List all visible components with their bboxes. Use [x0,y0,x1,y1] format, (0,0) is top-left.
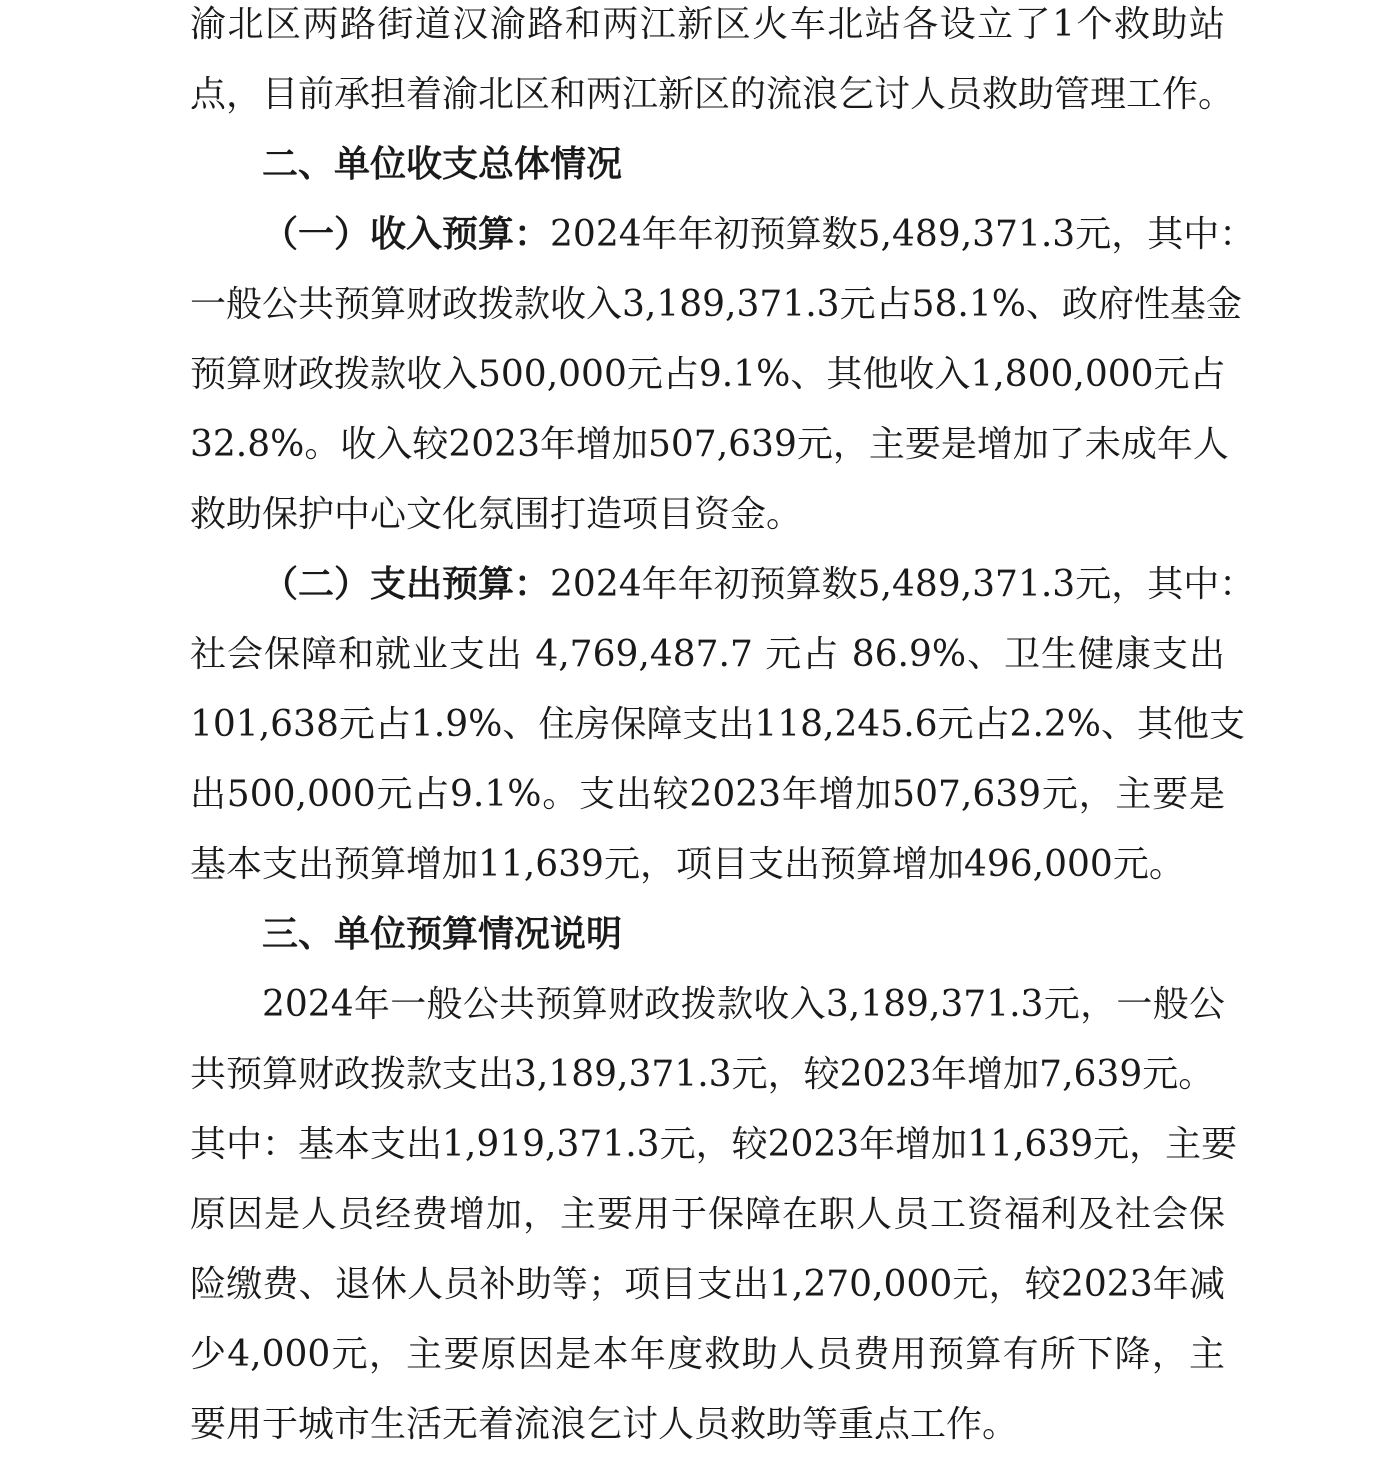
paragraph-line: 点，目前承担着渝北区和两江新区的流浪乞讨人员救助管理工作。 [190,74,1235,115]
paragraph-line: 共预算财政拨款支出3,189,371.3元，较2023年增加7,639元。 [190,1054,1215,1095]
paragraph-line [262,200,1256,270]
paragraph-line: 险缴费、退休人员补助等；项目支出1,270,000元，较2023年减 [190,1264,1225,1305]
paragraph-line [262,550,1256,620]
paragraph-line: 社会保障和就业支出 4,769,487.7 元占 86.9%、卫生健康支出 [190,634,1225,675]
paragraph-text: 2024年年初预算数5,489,371.3元，其中： [550,564,1256,605]
paragraph-line: 少4,000元，主要原因是本年度救助人员费用预算有所下降，主 [190,1334,1225,1375]
subsection-heading: （一）收入预算： [262,214,551,255]
section-heading: 三、单位预算情况说明 [262,914,623,955]
subsection-heading: （二）支出预算： [262,564,551,605]
paragraph-line: 救助保护中心文化氛围打造项目资金。 [190,494,803,535]
paragraph-line: 其中：基本支出1,919,371.3元，较2023年增加11,639元，主要 [190,1124,1238,1165]
paragraph-line: 渝北区两路街道汉渝路和两江新区火车北站各设立了1个救助站 [190,4,1225,45]
paragraph-line: 出500,000元占9.1%。支出较2023年增加507,639元，主要是 [190,774,1225,815]
section-heading: 二、单位收支总体情况 [262,144,623,185]
paragraph-line: 预算财政拨款收入500,000元占9.1%、其他收入1,800,000元占 [190,354,1226,395]
paragraph-line: 101,638元占1.9%、住房保障支出118,245.6元占2.2%、其他支 [190,704,1246,745]
paragraph-line: 一般公共预算财政拨款收入3,189,371.3元占58.1%、政府性基金 [190,284,1242,325]
paragraph-line: 基本支出预算增加11,639元，项目支出预算增加496,000元。 [190,844,1185,885]
paragraph-line: 2024年一般公共预算财政拨款收入3,189,371.3元，一般公 [262,984,1225,1025]
paragraph-line: 32.8%。收入较2023年增加507,639元，主要是增加了未成年人 [190,424,1229,465]
paragraph-text: 2024年年初预算数5,489,371.3元，其中： [550,214,1256,255]
paragraph-line: 要用于城市生活无着流浪乞讨人员救助等重点工作。 [190,1404,1019,1445]
paragraph-line: 原因是人员经费增加，主要用于保障在职人员工资福利及社会保 [190,1194,1225,1235]
